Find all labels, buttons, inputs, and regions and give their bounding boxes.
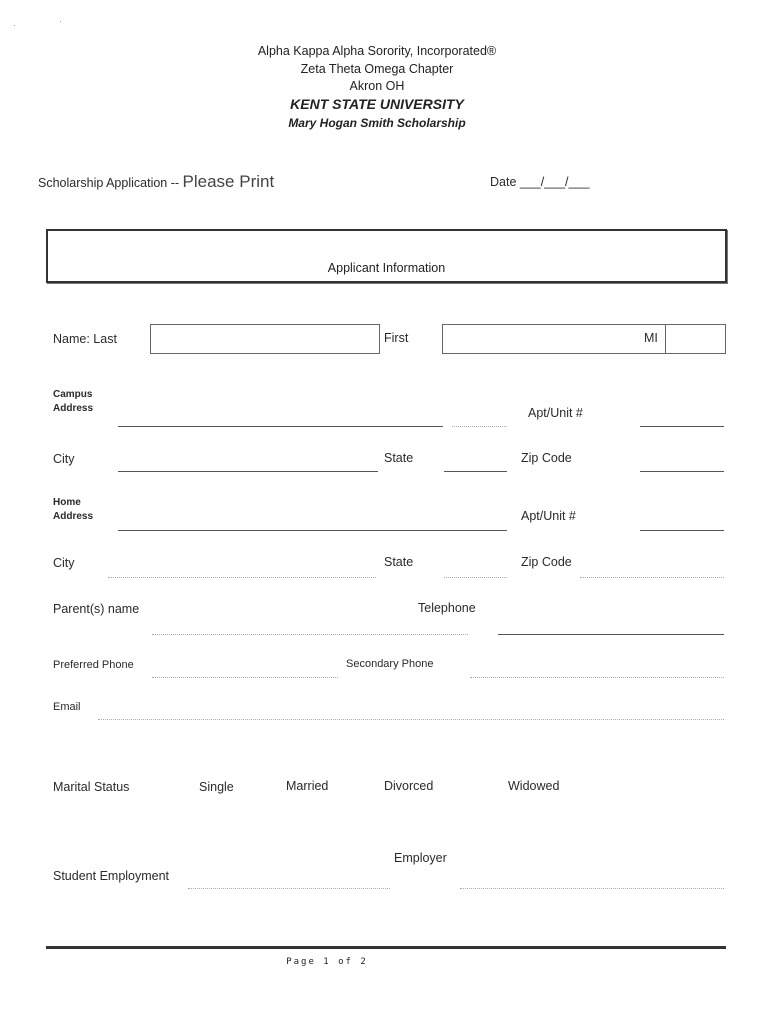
marital-option-divorced[interactable]: Divorced (384, 779, 434, 793)
student-employment-label: Student Employment (53, 869, 170, 883)
section-title: Applicant Information (327, 261, 446, 275)
state-field-1[interactable] (444, 471, 507, 472)
zip-label-2: Zip Code (521, 555, 572, 569)
secondary-phone-label: Secondary Phone (346, 658, 434, 670)
state-label-1: State (384, 451, 414, 465)
last-name-label: Name: Last (53, 332, 117, 346)
apt-unit-field-1[interactable] (640, 426, 724, 427)
date-label: Date ___/___/___ (490, 175, 590, 189)
campus-label-line2: Address (53, 403, 94, 414)
mi-label: MI (644, 331, 658, 345)
campus-address-field-ext[interactable] (452, 426, 507, 427)
home-label-line2: Address (53, 511, 94, 522)
state-label-2: State (384, 555, 414, 569)
form-title (38, 172, 274, 192)
apt-unit-field-2[interactable] (640, 530, 724, 531)
mi-field[interactable] (665, 324, 726, 354)
city-field-2[interactable] (108, 577, 376, 578)
marital-option-married[interactable]: Married (286, 779, 329, 793)
footer-divider (46, 946, 726, 949)
org-name: Alpha Kappa Alpha Sorority, Incorporated® (257, 44, 497, 58)
city-label-1: City (53, 452, 75, 466)
campus-label-line1: Campus (53, 389, 93, 400)
marital-option-single[interactable]: Single (199, 780, 234, 794)
marital-status-label: Marital Status (53, 780, 130, 794)
home-label-line1: Home (53, 497, 81, 508)
preferred-phone-field[interactable] (152, 677, 338, 678)
city-field-1[interactable] (118, 471, 378, 472)
apt-unit-label-2: Apt/Unit # (521, 509, 576, 523)
home-address-label (53, 496, 93, 524)
email-field[interactable] (98, 719, 724, 720)
preferred-phone-label: Preferred Phone (53, 659, 134, 671)
scan-speck (60, 21, 61, 22)
page-number: Page 1 of 2 (286, 957, 368, 967)
chapter-city: Akron OH (349, 79, 405, 93)
state-field-2[interactable] (444, 577, 507, 578)
secondary-phone-field[interactable] (470, 677, 724, 678)
apt-unit-label-1: Apt/Unit # (528, 406, 583, 420)
scholarship-name: Mary Hogan Smith Scholarship (288, 116, 466, 130)
first-name-label: First (384, 331, 409, 345)
marital-option-widowed[interactable]: Widowed (508, 779, 560, 793)
student-employment-field[interactable] (188, 888, 390, 889)
home-address-field[interactable] (118, 530, 507, 531)
applicant-info-banner (46, 229, 727, 283)
parents-name-label: Parent(s) name (53, 602, 140, 616)
last-name-field[interactable] (150, 324, 380, 354)
university-name: KENT STATE UNIVERSITY (290, 96, 464, 112)
zip-label-1: Zip Code (521, 451, 572, 465)
parents-name-field[interactable] (152, 634, 468, 635)
employer-field[interactable] (460, 888, 724, 889)
campus-address-label (53, 388, 93, 416)
first-name-field[interactable] (442, 324, 666, 354)
telephone-label: Telephone (418, 601, 476, 615)
scan-speck (14, 25, 15, 26)
employer-label: Employer (394, 851, 447, 865)
zip-field-1[interactable] (640, 471, 724, 472)
campus-address-field[interactable] (118, 426, 443, 427)
zip-field-2[interactable] (580, 577, 724, 578)
email-label: Email (53, 701, 81, 713)
please-print-label: Please Print (182, 172, 275, 191)
city-label-2: City (53, 556, 75, 570)
form-title-prefix: Scholarship Application -- (38, 176, 180, 190)
telephone-field[interactable] (498, 634, 724, 635)
chapter-name: Zeta Theta Omega Chapter (300, 62, 454, 76)
